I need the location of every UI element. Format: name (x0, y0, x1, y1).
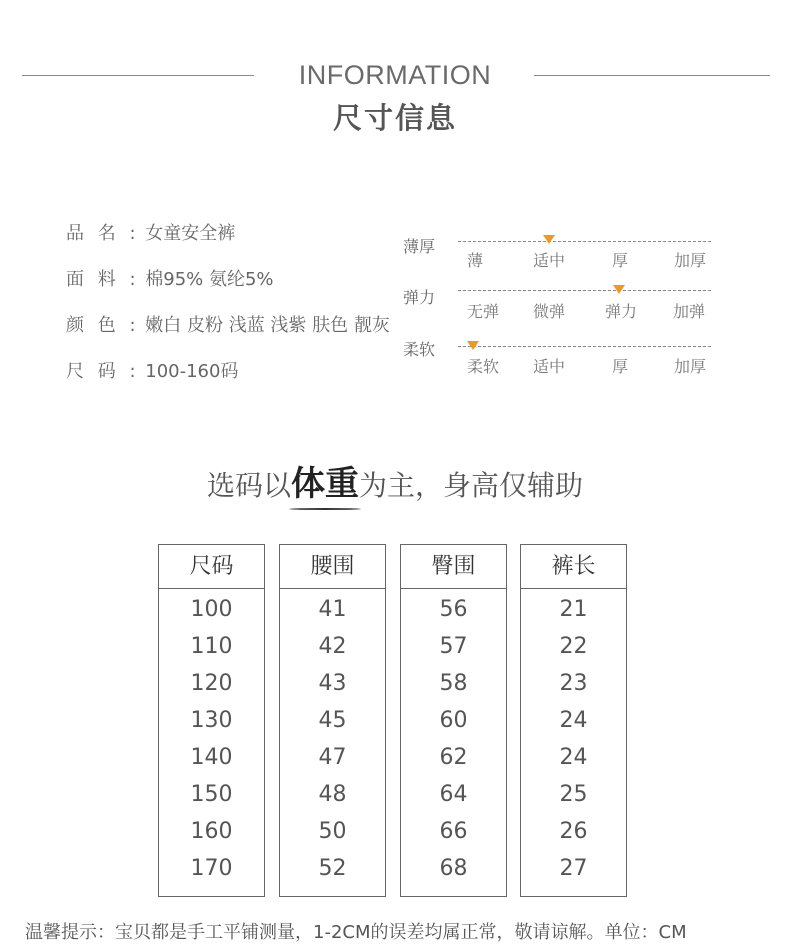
table-cell: 23 (559, 671, 588, 696)
info-label: 面 料 : (66, 269, 140, 290)
scale-option: 无弹 (466, 302, 499, 321)
waist-column (279, 544, 386, 897)
info-size (66, 357, 238, 383)
info-name (66, 219, 235, 245)
table-cell: 52 (318, 856, 347, 881)
scale-option: 薄 (466, 251, 483, 270)
headline-before: 选码以 (206, 469, 291, 502)
table-cell: 50 (318, 819, 347, 844)
table-cell: 140 (190, 745, 233, 770)
column-header: 臀围 (401, 545, 506, 589)
table-cell: 68 (439, 856, 468, 881)
table-cell: 41 (318, 597, 347, 622)
table-cell: 160 (190, 819, 233, 844)
table-cell: 22 (559, 634, 588, 659)
info-label: 尺 码 : (66, 361, 140, 382)
info-value: 女童安全裤 (145, 223, 236, 244)
table-cell: 47 (318, 745, 347, 770)
scale-option: 适中 (532, 357, 565, 376)
info-fabric (66, 265, 274, 291)
scale-label: 薄厚 (403, 237, 436, 256)
info-value: 嫩白 皮粉 浅蓝 浅紫 肤色 靓灰 (145, 315, 390, 336)
info-value: 100-160码 (145, 361, 239, 382)
table-cell: 24 (559, 745, 588, 770)
scale-marker-icon (543, 235, 555, 244)
title-cn: 尺寸信息 (332, 101, 457, 135)
table-cell: 60 (439, 708, 468, 733)
table-cell: 48 (318, 782, 347, 807)
table-cell: 100 (190, 597, 233, 622)
size-guide-headline (0, 456, 790, 505)
table-cell: 24 (559, 708, 588, 733)
scale-option: 适中 (532, 251, 565, 270)
size-column (158, 544, 265, 897)
scale-dashed-line (458, 346, 711, 347)
table-cell: 21 (559, 597, 588, 622)
table-cell: 66 (439, 819, 468, 844)
scale-option: 加厚 (673, 251, 706, 270)
headline-after: 为主，身高仅辅助 (359, 469, 584, 502)
table-cell: 64 (439, 782, 468, 807)
info-value: 棉95% 氨纶5% (145, 269, 274, 290)
table-cell: 170 (190, 856, 233, 881)
scale-option: 柔软 (466, 357, 499, 376)
measurement-note: 温馨提示：宝贝都是手工平铺测量，1-2CM的误差均属正常，敬请谅解。单位：CM (25, 922, 687, 943)
scale-dashed-line (458, 241, 711, 242)
scale-option: 弹力 (604, 302, 637, 321)
headline-emphasis: 体重 (291, 464, 359, 504)
scale-label: 弹力 (403, 288, 436, 307)
table-cell: 56 (439, 597, 468, 622)
info-label: 颜 色 : (66, 315, 140, 336)
table-cell: 150 (190, 782, 233, 807)
column-header: 腰围 (280, 545, 385, 589)
scale-marker-icon (613, 285, 625, 294)
table-cell: 110 (190, 634, 233, 659)
scale-dashed-line (458, 290, 711, 291)
scale-option: 厚 (611, 357, 628, 376)
scale-option: 加厚 (673, 357, 706, 376)
table-cell: 58 (439, 671, 468, 696)
table-cell: 26 (559, 819, 588, 844)
table-cell: 120 (190, 671, 233, 696)
info-label: 品 名 : (66, 223, 140, 244)
length-column (520, 544, 627, 897)
table-cell: 25 (559, 782, 588, 807)
table-cell: 57 (439, 634, 468, 659)
table-cell: 45 (318, 708, 347, 733)
scale-option: 微弹 (532, 302, 565, 321)
table-cell: 27 (559, 856, 588, 881)
column-header: 裤长 (521, 545, 626, 589)
table-cell: 43 (318, 671, 347, 696)
scale-label: 柔软 (403, 340, 436, 359)
scale-option: 加弹 (672, 302, 705, 321)
table-cell: 62 (439, 745, 468, 770)
column-header: 尺码 (159, 545, 264, 589)
table-cell: 42 (318, 634, 347, 659)
table-cell: 130 (190, 708, 233, 733)
hip-column (400, 544, 507, 897)
scale-marker-icon (467, 341, 479, 350)
title-en: INFORMATION (298, 60, 492, 90)
scale-option: 厚 (611, 251, 628, 270)
info-color (66, 311, 390, 337)
